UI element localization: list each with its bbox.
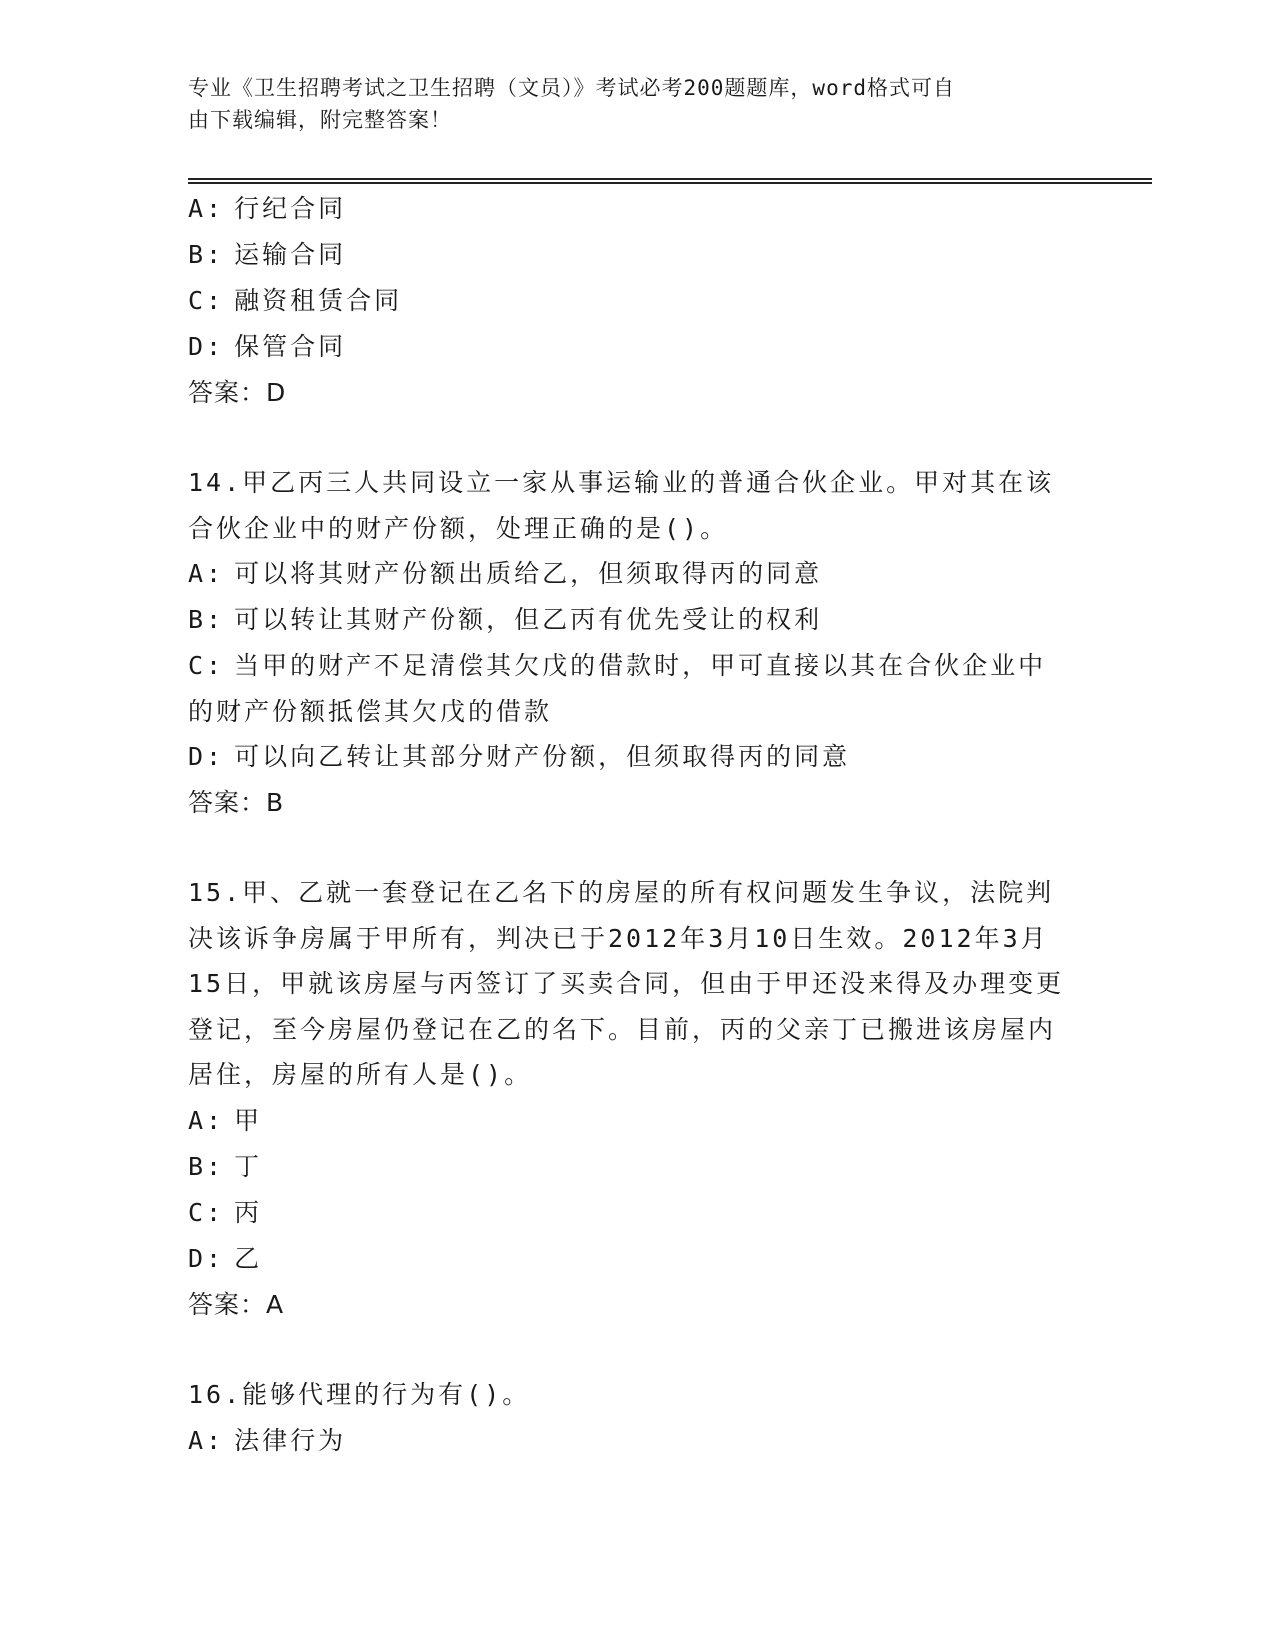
- option-text: 当甲的财产不足清偿其欠戊的借款时，甲可直接以其在合伙企业中的财产份额抵偿其欠戊的借款: [188, 651, 1047, 726]
- question-stem: 15.甲、乙就一套登记在乙名下的房屋的所有权问题发生争议，法院判决该诉争房属于甲所有，判决已于2012年3月10日生效。2012年3月15日，甲就该房屋与丙签订了买卖合同，但由于甲还没来得及办理变更登记，至今房屋仍登记在乙的名下。目前，丙的父亲丁已搬进该房屋内居住，房屋的所有人是()。: [188, 878, 1065, 1089]
- option-text: 法律行为: [234, 1425, 347, 1455]
- document-title-line1: 专业《卫生招聘考试之卫生招聘（文员）》考试必考200题题库，word格式可自: [188, 76, 955, 100]
- option-text: 行纪合同: [234, 194, 347, 223]
- question-stem: 14.甲乙丙三人共同设立一家从事运输业的普通合伙企业。甲对其在该合伙企业中的财产份额，处理正确的是()。: [188, 468, 1055, 543]
- option-text: 可以转让其财产份额，但乙丙有优先受让的权利: [234, 605, 823, 634]
- answer-line: 答案：A: [188, 1289, 285, 1319]
- option-text: 丁: [234, 1151, 263, 1181]
- spacer: [188, 1328, 1088, 1372]
- question-15: [188, 870, 1088, 1328]
- option-a: [188, 551, 1088, 597]
- option-a: [188, 186, 1088, 232]
- rule-line-top: [188, 178, 1152, 180]
- spacer: [188, 416, 1088, 460]
- question-14: [188, 460, 1088, 826]
- question-13: [188, 186, 1088, 416]
- option-c: [188, 278, 1088, 324]
- header-double-rule: [188, 178, 1152, 184]
- option-text: 可以向乙转让其部分财产份额，但须取得丙的同意: [234, 742, 851, 771]
- document-title-line2: 由下载编辑，附完整答案！: [188, 108, 452, 132]
- question-16: [188, 1372, 1088, 1464]
- option-label: C:: [188, 1197, 225, 1227]
- option-text: 乙: [234, 1243, 263, 1273]
- option-label: D:: [188, 1243, 225, 1273]
- option-text: 保管合同: [234, 332, 347, 361]
- option-label: B:: [188, 1151, 225, 1181]
- rule-line-bottom: [188, 182, 1152, 184]
- option-label: D:: [188, 742, 225, 771]
- option-label: A:: [188, 194, 225, 223]
- document-body: [188, 186, 1088, 1464]
- option-d: [188, 1236, 1088, 1282]
- option-a: [188, 1418, 1088, 1464]
- option-b: [188, 1144, 1088, 1190]
- option-text: 甲: [234, 1105, 263, 1135]
- document-title: [188, 72, 1068, 136]
- option-label: D:: [188, 332, 225, 361]
- question-stem: 16.能够代理的行为有()。: [188, 1379, 531, 1409]
- option-text: 融资租赁合同: [234, 286, 403, 315]
- option-label: A:: [188, 1105, 225, 1135]
- answer-line: 答案：D: [188, 378, 287, 407]
- option-d: [188, 324, 1088, 370]
- option-label: B:: [188, 240, 225, 269]
- option-b: [188, 597, 1088, 643]
- option-text: 丙: [234, 1197, 263, 1227]
- option-label: C:: [188, 651, 225, 680]
- option-label: C:: [188, 286, 225, 315]
- answer-line: 答案：B: [188, 788, 285, 817]
- option-text: 可以将其财产份额出质给乙，但须取得丙的同意: [234, 559, 823, 588]
- document-header: [188, 72, 1148, 136]
- option-c: [188, 643, 1068, 734]
- option-b: [188, 232, 1088, 278]
- option-c: [188, 1190, 1088, 1236]
- spacer: [188, 826, 1088, 870]
- option-label: B:: [188, 605, 225, 634]
- option-a: [188, 1098, 1088, 1144]
- option-text: 运输合同: [234, 240, 347, 269]
- option-d: [188, 734, 1088, 780]
- option-label: A:: [188, 559, 225, 588]
- option-label: A:: [188, 1425, 225, 1455]
